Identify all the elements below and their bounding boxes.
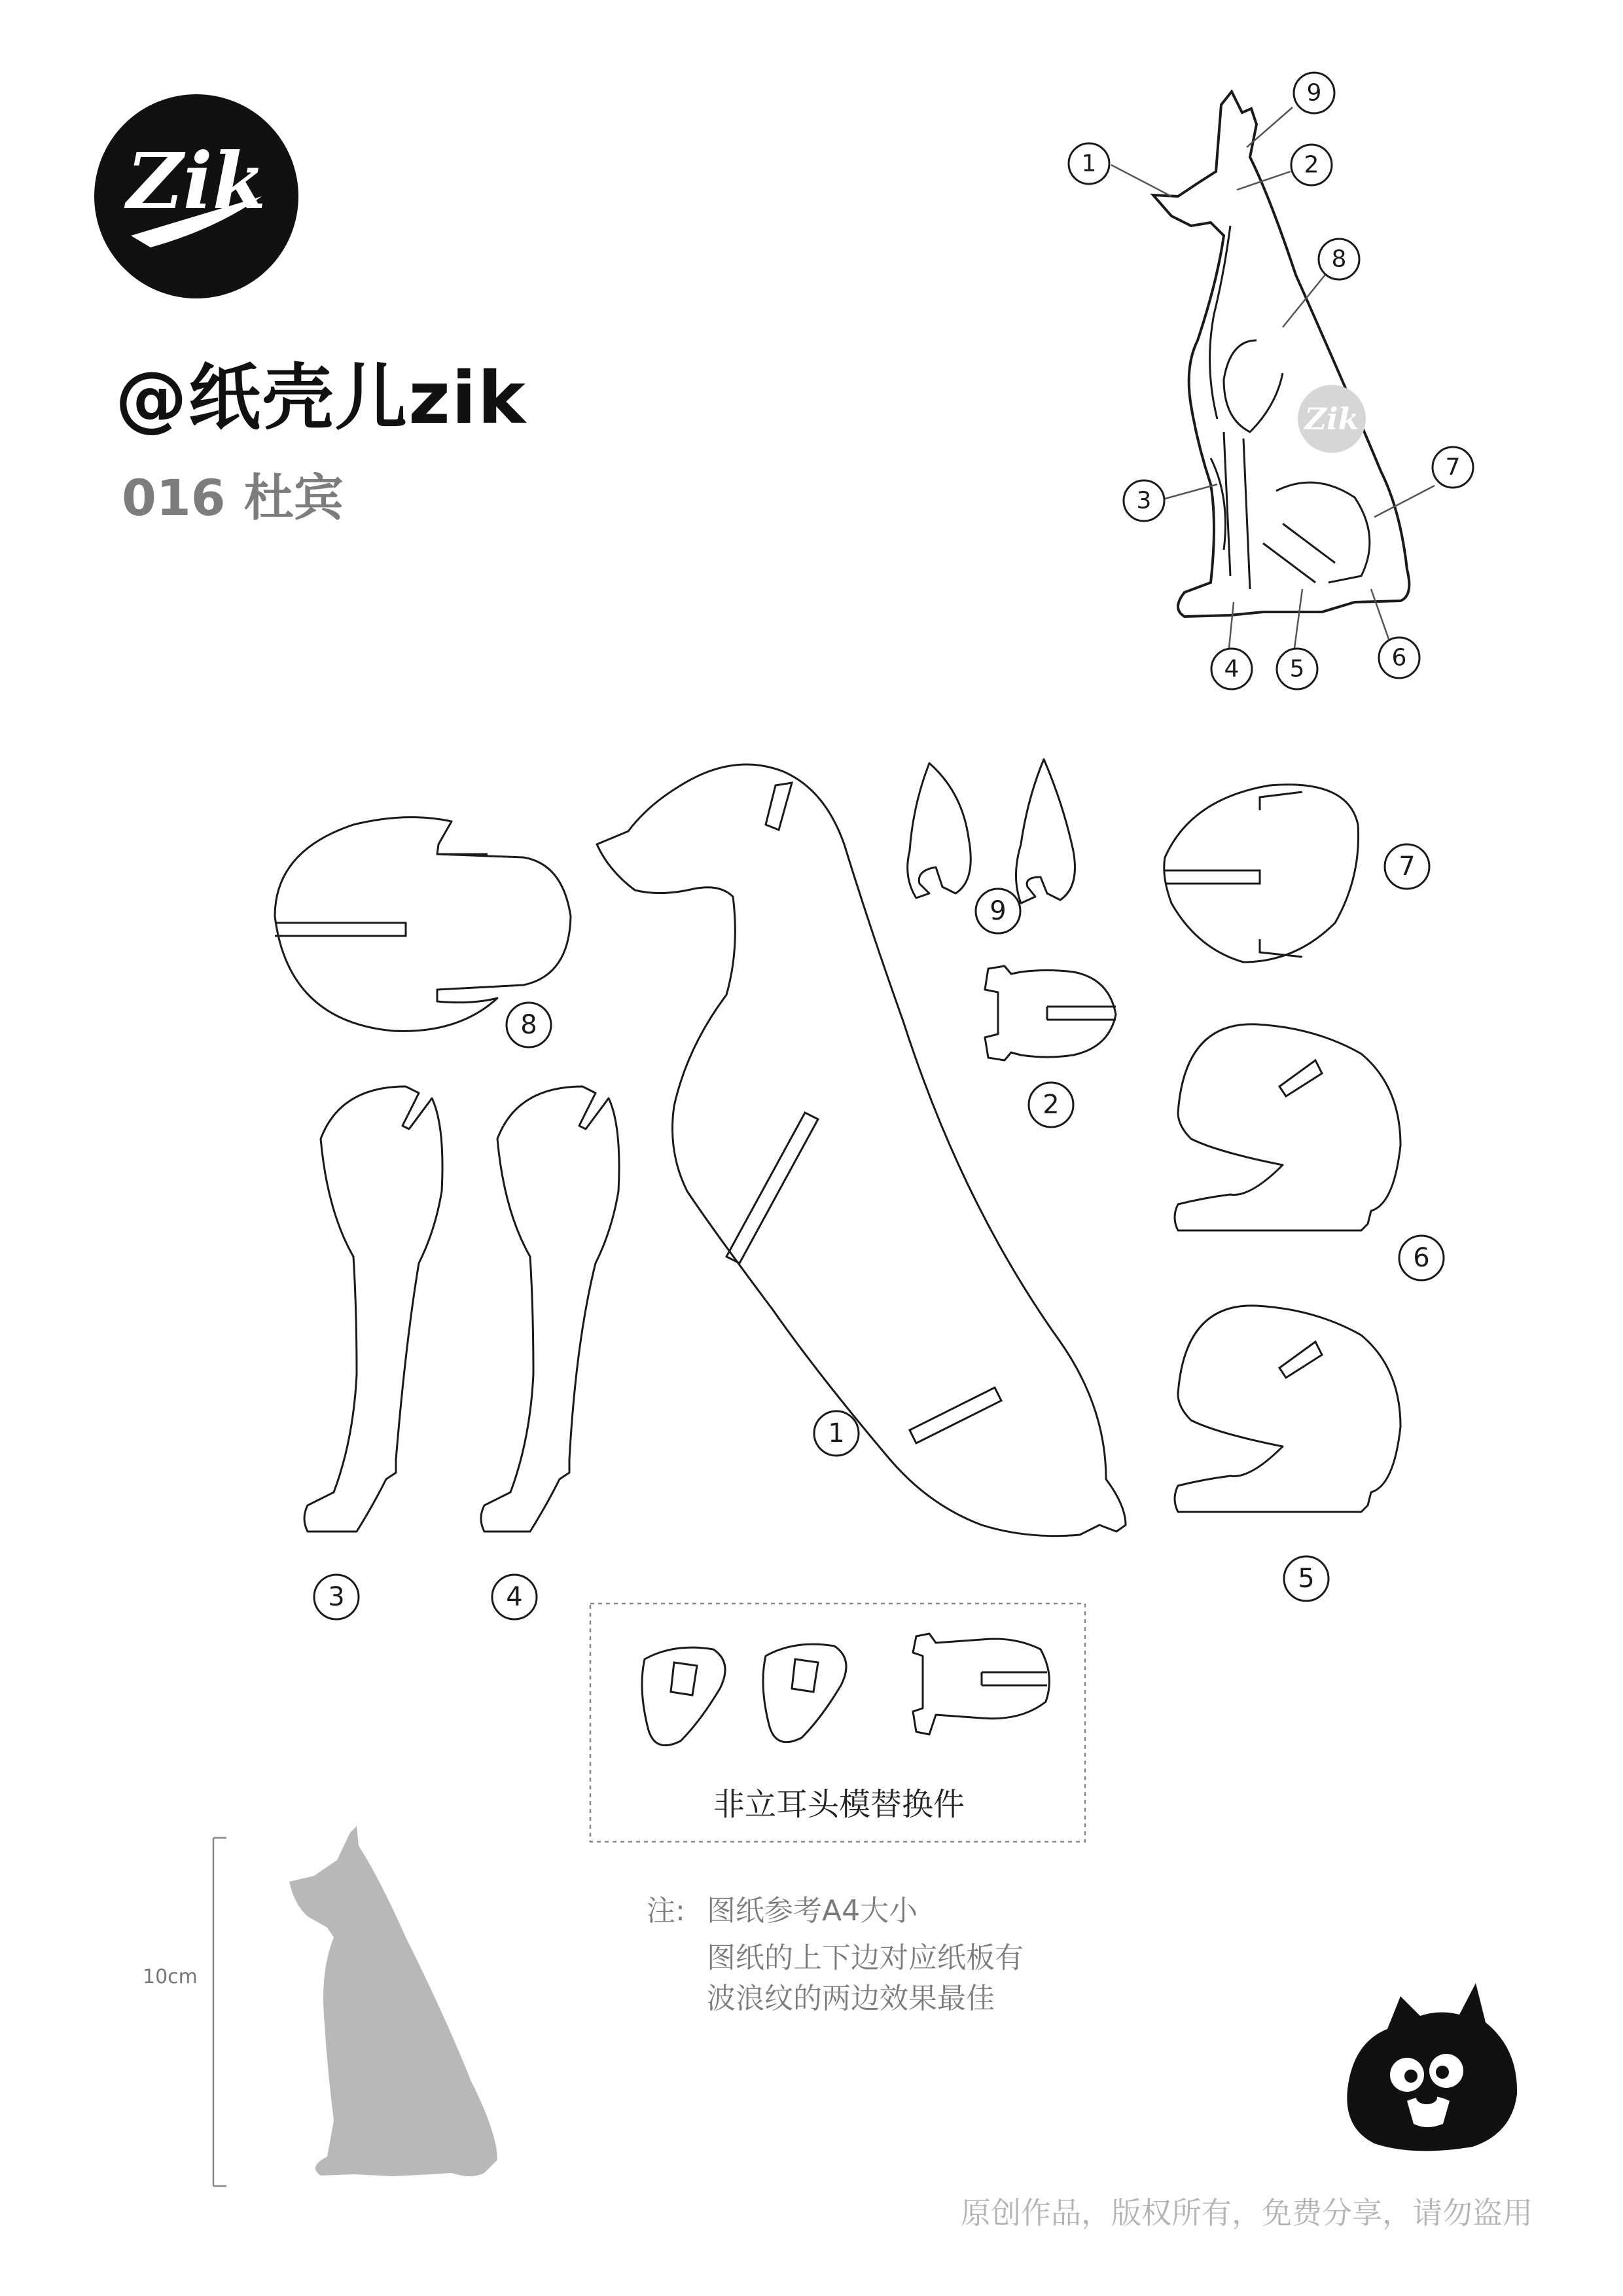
zik-logo xyxy=(94,94,298,298)
model-title xyxy=(122,458,344,529)
model-number: 016 xyxy=(122,469,226,527)
scale-silhouette xyxy=(213,1826,497,2186)
note-line-2: 图纸的上下边对应纸板有 xyxy=(707,1941,1024,1975)
svg-text:5: 5 xyxy=(1289,655,1305,683)
svg-text:1: 1 xyxy=(1081,150,1097,177)
svg-text:Zik: Zik xyxy=(1304,401,1359,437)
piece-7 xyxy=(1164,785,1429,962)
svg-text:1: 1 xyxy=(828,1418,845,1448)
assembled-dog-diagram xyxy=(1153,92,1409,617)
piece-5 xyxy=(1175,1306,1400,1601)
note-line-3: 波浪纹的两边效果最佳 xyxy=(707,1982,995,2015)
svg-text:2: 2 xyxy=(1043,1090,1060,1120)
diagram-callouts xyxy=(1069,73,1473,689)
model-name: 杜宾 xyxy=(243,469,344,527)
svg-text:8: 8 xyxy=(520,1010,537,1040)
piece-9 xyxy=(908,759,1075,933)
brand-handle: @纸壳儿zik xyxy=(115,356,527,440)
svg-text:3: 3 xyxy=(1136,487,1152,514)
svg-text:6: 6 xyxy=(1391,644,1407,672)
svg-text:2: 2 xyxy=(1304,151,1319,179)
piece-8 xyxy=(275,817,571,1047)
piece-4 xyxy=(481,1086,619,1619)
svg-text:8: 8 xyxy=(1331,245,1347,273)
svg-text:9: 9 xyxy=(990,896,1007,926)
svg-text:7: 7 xyxy=(1445,454,1461,481)
piece-6 xyxy=(1175,1024,1444,1280)
scale-label: 10cm xyxy=(143,1965,198,1988)
svg-text:6: 6 xyxy=(1413,1243,1430,1273)
replacement-box-label: 非立耳头模替换件 xyxy=(713,1786,965,1823)
svg-text:4: 4 xyxy=(506,1582,523,1612)
svg-text:5: 5 xyxy=(1298,1564,1315,1594)
svg-text:9: 9 xyxy=(1306,79,1322,107)
note-prefix: 注: xyxy=(647,1894,685,1928)
svg-text:4: 4 xyxy=(1224,655,1240,683)
svg-text:7: 7 xyxy=(1399,852,1416,882)
mascot-cat xyxy=(1347,1983,1517,2151)
svg-text:3: 3 xyxy=(328,1582,345,1612)
piece-3 xyxy=(304,1086,442,1619)
logo-text: Zik xyxy=(126,135,266,226)
note-line-1: 图纸参考A4大小 xyxy=(707,1894,918,1928)
copyright-notice: 原创作品，版权所有，免费分享，请勿盗用 xyxy=(961,2195,1533,2231)
piece-2 xyxy=(985,966,1116,1127)
